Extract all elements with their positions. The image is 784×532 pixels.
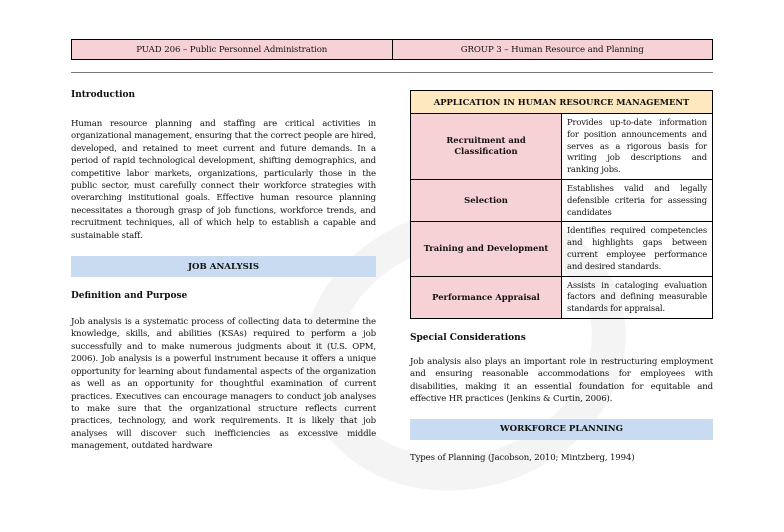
workforce-types-line: Types of Planning (Jacobson, 2010; Mintzberg, 1994) [410,452,635,463]
workforce-planning-bar: WORKFORCE PLANNING [410,419,713,440]
course-header [71,39,713,60]
divider [71,72,713,73]
group-title: GROUP 3 – Human Resource and Planning [392,40,713,59]
special-paragraph: Job analysis also plays an important role in restructuring employment and ensuring reasonable accommodations for employees with disabilities, making it an essential foundation for equitable and effective HR practices (Jenkins & Curtin, 2006). [410,356,713,405]
job-analysis-bar: JOB ANALYSIS [71,256,376,277]
table-row [411,276,713,318]
row-label: Training and Development [411,222,562,276]
table-row [411,222,713,276]
row-label: Recruitment and Classification [411,114,562,180]
application-table-title: APPLICATION IN HUMAN RESOURCE MANAGEMENT [411,91,713,114]
table-row [411,179,713,221]
definition-heading: Definition and Purpose [71,291,188,302]
row-label: Performance Appraisal [411,276,562,318]
course-title: PUAD 206 – Public Personnel Administration [72,40,392,59]
definition-paragraph: Job analysis is a systematic process of collecting data to determine the knowledge, skills, and abilities (KSAs) required to perform a job successfully and to make numerous judgments about it (U.S. OPM, 2006). Job analysis is a powerful instrument because it offers a unique opportunity for learning about fundamental aspects of the organization as well as an opportunity for thoughtful examination of current practices. Executives can encourage managers to conduct job analyses to make sure that the organizational structure reflects current practices, technology, and work requirements. It is likely that job analyses will discover such inefficiencies as excessive middle management, outdated hardware [71,317,376,452]
table-row [411,114,713,180]
row-description: Assists in cataloging evaluation factors and defining measurable standards for appraisal. [562,276,713,318]
application-table [410,90,713,319]
intro-heading: Introduction [71,90,136,100]
right-column [410,90,713,464]
row-label: Selection [411,179,562,221]
left-column [71,90,376,453]
special-heading: Special Considerations [410,332,526,343]
intro-paragraph: Human resource planning and staffing are critical activities in organizational management, ensuring that the correct people are hired, developed, and retained to meet current and future demands. In a period of rapid technological development, shifting demographics, and competitive labor markets, organizations, particularly those in the public sector, must carefully connect their workforce strategies with overarching institutional goals. Effective human resource planning necessitates a thorough grasp of job functions, workforce trends, and recruitment techniques, all of which help to establish a capable and sustainable staff. [71,119,376,241]
row-description: Establishes valid and legally defensible criteria for assessing candidates [562,179,713,221]
row-description: Provides up-to-date information for position announcements and serves as a rigorous basis for writing job descriptions and ranking jobs. [562,114,713,180]
row-description: Identifies required competencies and highlights gaps between current employee performance and desired standards. [562,222,713,276]
